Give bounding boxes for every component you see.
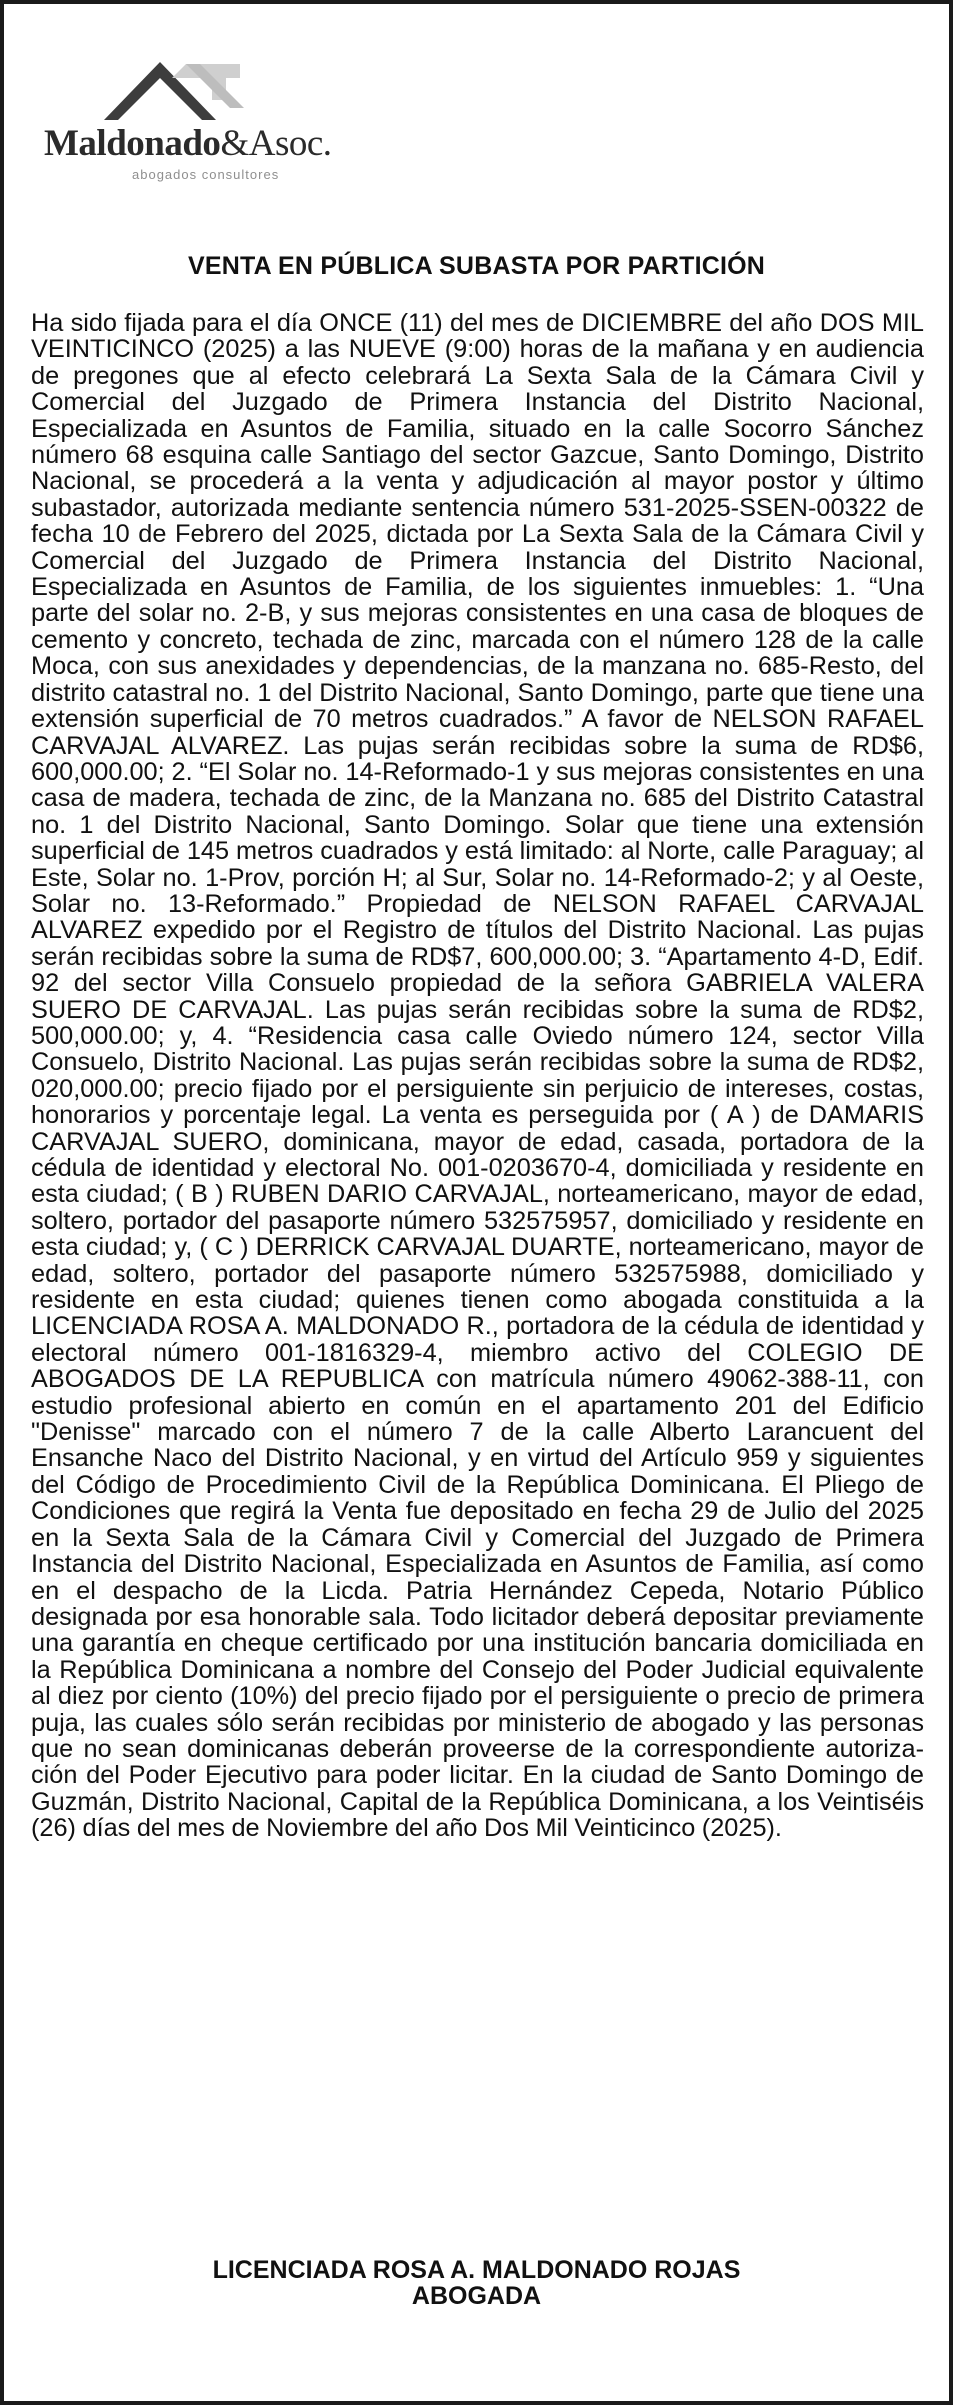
notice-body: Ha sido fijada para el día ONCE (11) del mes de DICIEMBRE del año DOS MIL VEINTICINCO (2025) a las NUEVE (9:00) horas de la mañana y en audiencia de pregones que al efecto celebrará La Sexta Sala de la Cámara Civil y Comercial del Juzgado de Primera Instancia del Distrito Nacional, Especializada en Asuntos de Familia, situado en la calle Socorro Sánchez número 68 esquina calle Santiago del sector Gazcue, Santo Domingo, Distrito Nacional, se procederá a la venta y adjudicación al mayor postor y último subastador, autorizada mediante sentencia número 531-2025-SSEN-00322 de fecha 10 de Febrero del 2025, dictada por La Sexta Sala de la Cámara Civil y Comercial del Juzgado de Primera Instancia del Distrito Nacional, Especializada en Asuntos de Familia, de los siguientes inmuebles: 1. “Una parte del solar no. 2-B, y sus mejoras consistentes en una casa de bloques de cemento y concreto, techada de zinc, marcada con el número 128 de la calle Moca, con sus anexidades y dependencias, de la manzana no. 685-Resto, del distrito catastral no. 1 del Distrito Nacional, Santo Domingo, parte que tiene una extensión superficial de 70 metros cuadrados.” A favor de NELSON RAFAEL CARVAJAL ALVAREZ. Las pujas serán recibidas sobre la suma de RD$6, 600,000.00; 2. “El Solar no. 14-Reformado-1 y sus mejoras consistentes en una casa de madera, techada de zinc, de la Manzana no. 685 del Distrito Catastral no. 1 del Distrito Nacional, Santo Domingo. Solar que tiene una extensión superficial de 145 metros cuadrados y está limitado: al Norte, calle Paraguay; al Este, Solar no. 1-Prov, porción H; al Sur, Solar no. 14-Reformado-2; y al Oeste, Solar no. 13-Reformado.” Propiedad de NELSON RAFAEL CARVAJAL ALVAREZ expedido por el Registro de títulos del Distrito Nacional. Las pujas serán recibidas sobre la suma de RD$7, 600,000.00; 3. “Apartamento 4-D, Edif. 92 del sector Villa Consuelo propiedad de la señora GABRIELA VALERA SUERO DE CARVAJAL. Las pujas serán recibidas sobre la suma de RD$2, 500,000.00; y, 4. “Residencia casa calle Oviedo número 124, sector Villa Consuelo, Distrito Nacional. Las pujas serán recibidas sobre la suma de RD$2, 020,000.00; precio fijado por el persiguiente sin perjuicio de intereses, costas, honorarios y porcentaje legal. La venta es perseguida por ( A ) de DAMARIS CARVAJAL SUERO, dominicana, mayor de edad, casada, portadora de la cédula de identidad y electoral No. 001-0203670-4, domiciliada y residente en esta ciudad; ( B ) RUBEN DARIO CARVAJAL, norteamericano, mayor de edad, soltero, portador del pasaporte número 532575957, domiciliado y residente en esta ciudad; y, ( C ) DERRICK CARVAJAL DUARTE, norteamericano, mayor de edad, soltero, portador del pasaporte número 532575988, domiciliado y residente en esta ciudad; quienes tienen como abogada constituida a la LICENCIADA ROSA A. MALDONADO R., portadora de la cédula de identidad y electoral número 001-1816329-4, miembro activo del COLEGIO DE ABOGADOS DE LA REPUBLICA con matrícula número 49062-388-11, con estudio profesional abierto en común en el apartamento 201 del Edificio "Denisse" marcado con el número 7 de la calle Alberto Larancuent del Ensanche Naco del Distrito Nacional, y en virtud del Artículo 959 y siguientes del Código de Procedimiento Civil de la República Dominicana. El Pliego de Condiciones que regirá la Venta fue depositado en fecha 29 de Julio del 2025 en la Sexta Sala de la Cámara Civil y Comercial del Juzgado de Primera Instancia del Distrito Nacional, Especializada en Asuntos de Familia, así como en el despacho de la Licda. Patria Hernández Cepeda, Notario Público designada por esa honorable sala. Todo licitador deberá depositar previamente una garantía en cheque certificado por una institución bancaria domiciliada en la República Dominicana a nombre del Consejo del Poder Judicial equivalente al diez por ciento (10%) del precio fijado por el persiguiente o precio de primera puja, las cuales sólo serán recibidas por ministerio de abogado y las personas que no sean dominicanas deberán proveerse de la correspondiente autorización del Poder Ejecutivo para poder licitar. En la ciudad de Santo Domingo de Guzmán, Distrito Nacional, Capital de la República Dominicana, a los Veintiséis (26) días del mes de Noviembre del año Dos Mil Veinticinco (2025). [31, 309, 924, 1843]
firm-name [44, 122, 332, 165]
firm-tagline: abogados consultores [132, 167, 280, 182]
firm-name-suffix: &Asoc. [220, 123, 332, 164]
roof-logo-icon [94, 56, 294, 122]
firm-name-main: Maldonado [44, 123, 221, 164]
signature-name: LICENCIADA ROSA A. MALDONADO ROJAS [212, 2256, 741, 2284]
firm-logo [44, 56, 364, 196]
signature-title: ABOGADA [411, 2282, 542, 2310]
signature-block [4, 2257, 949, 2309]
notice-title: VENTA EN PÚBLICA SUBASTA POR PARTICIÓN [187, 252, 766, 280]
